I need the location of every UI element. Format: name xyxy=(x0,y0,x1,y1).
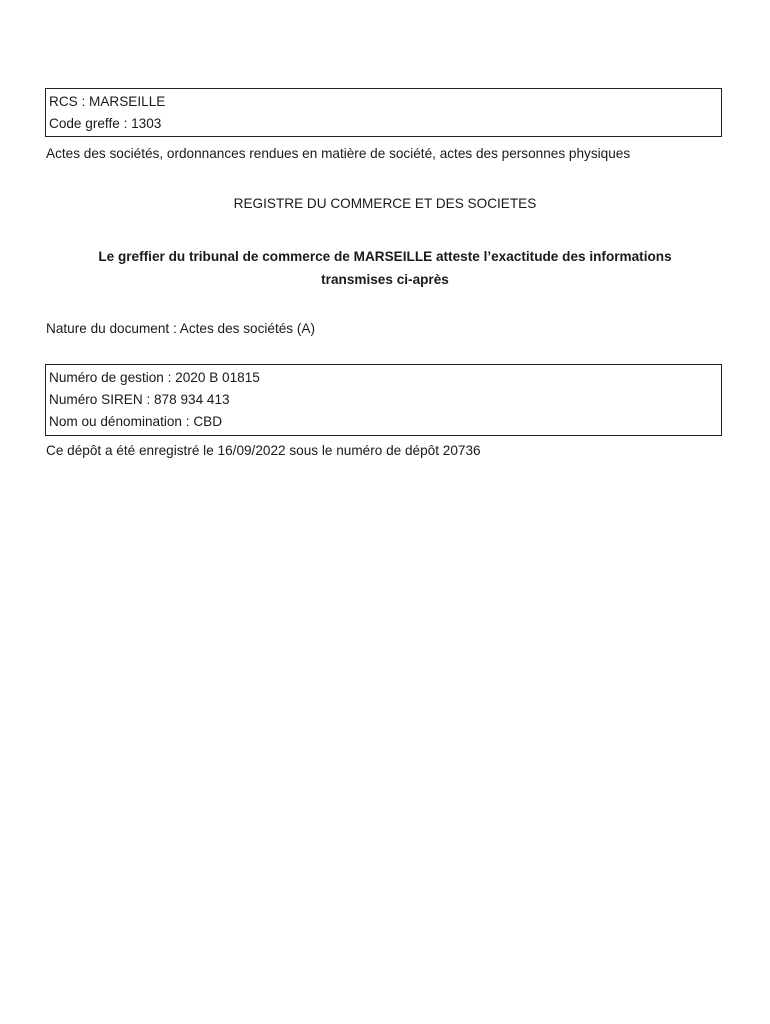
document-scope-line: Actes des sociétés, ordonnances rendues en matière de société, actes des personnes physiques xyxy=(46,146,631,161)
attestation-statement xyxy=(45,245,725,291)
denomination-line: Nom ou dénomination : CBD xyxy=(49,414,223,429)
attestation-line-1: Le greffier du tribunal de commerce de MARSEILLE atteste l’exactitude des informations xyxy=(98,249,672,264)
code-greffe-line: Code greffe : 1303 xyxy=(49,116,162,131)
registre-title: REGISTRE DU COMMERCE ET DES SOCIETES xyxy=(233,196,537,211)
company-info-box xyxy=(45,364,722,436)
numero-gestion-line: Numéro de gestion : 2020 B 01815 xyxy=(49,370,260,385)
numero-siren-line: Numéro SIREN : 878 934 413 xyxy=(49,392,230,407)
rcs-info-box xyxy=(45,88,722,137)
nature-document-line: Nature du document : Actes des sociétés (A) xyxy=(46,321,315,336)
rcs-line: RCS : MARSEILLE xyxy=(49,94,166,109)
depot-registration-line: Ce dépôt a été enregistré le 16/09/2022 sous le numéro de dépôt 20736 xyxy=(46,443,481,458)
attestation-line-2: transmises ci-après xyxy=(321,272,449,287)
